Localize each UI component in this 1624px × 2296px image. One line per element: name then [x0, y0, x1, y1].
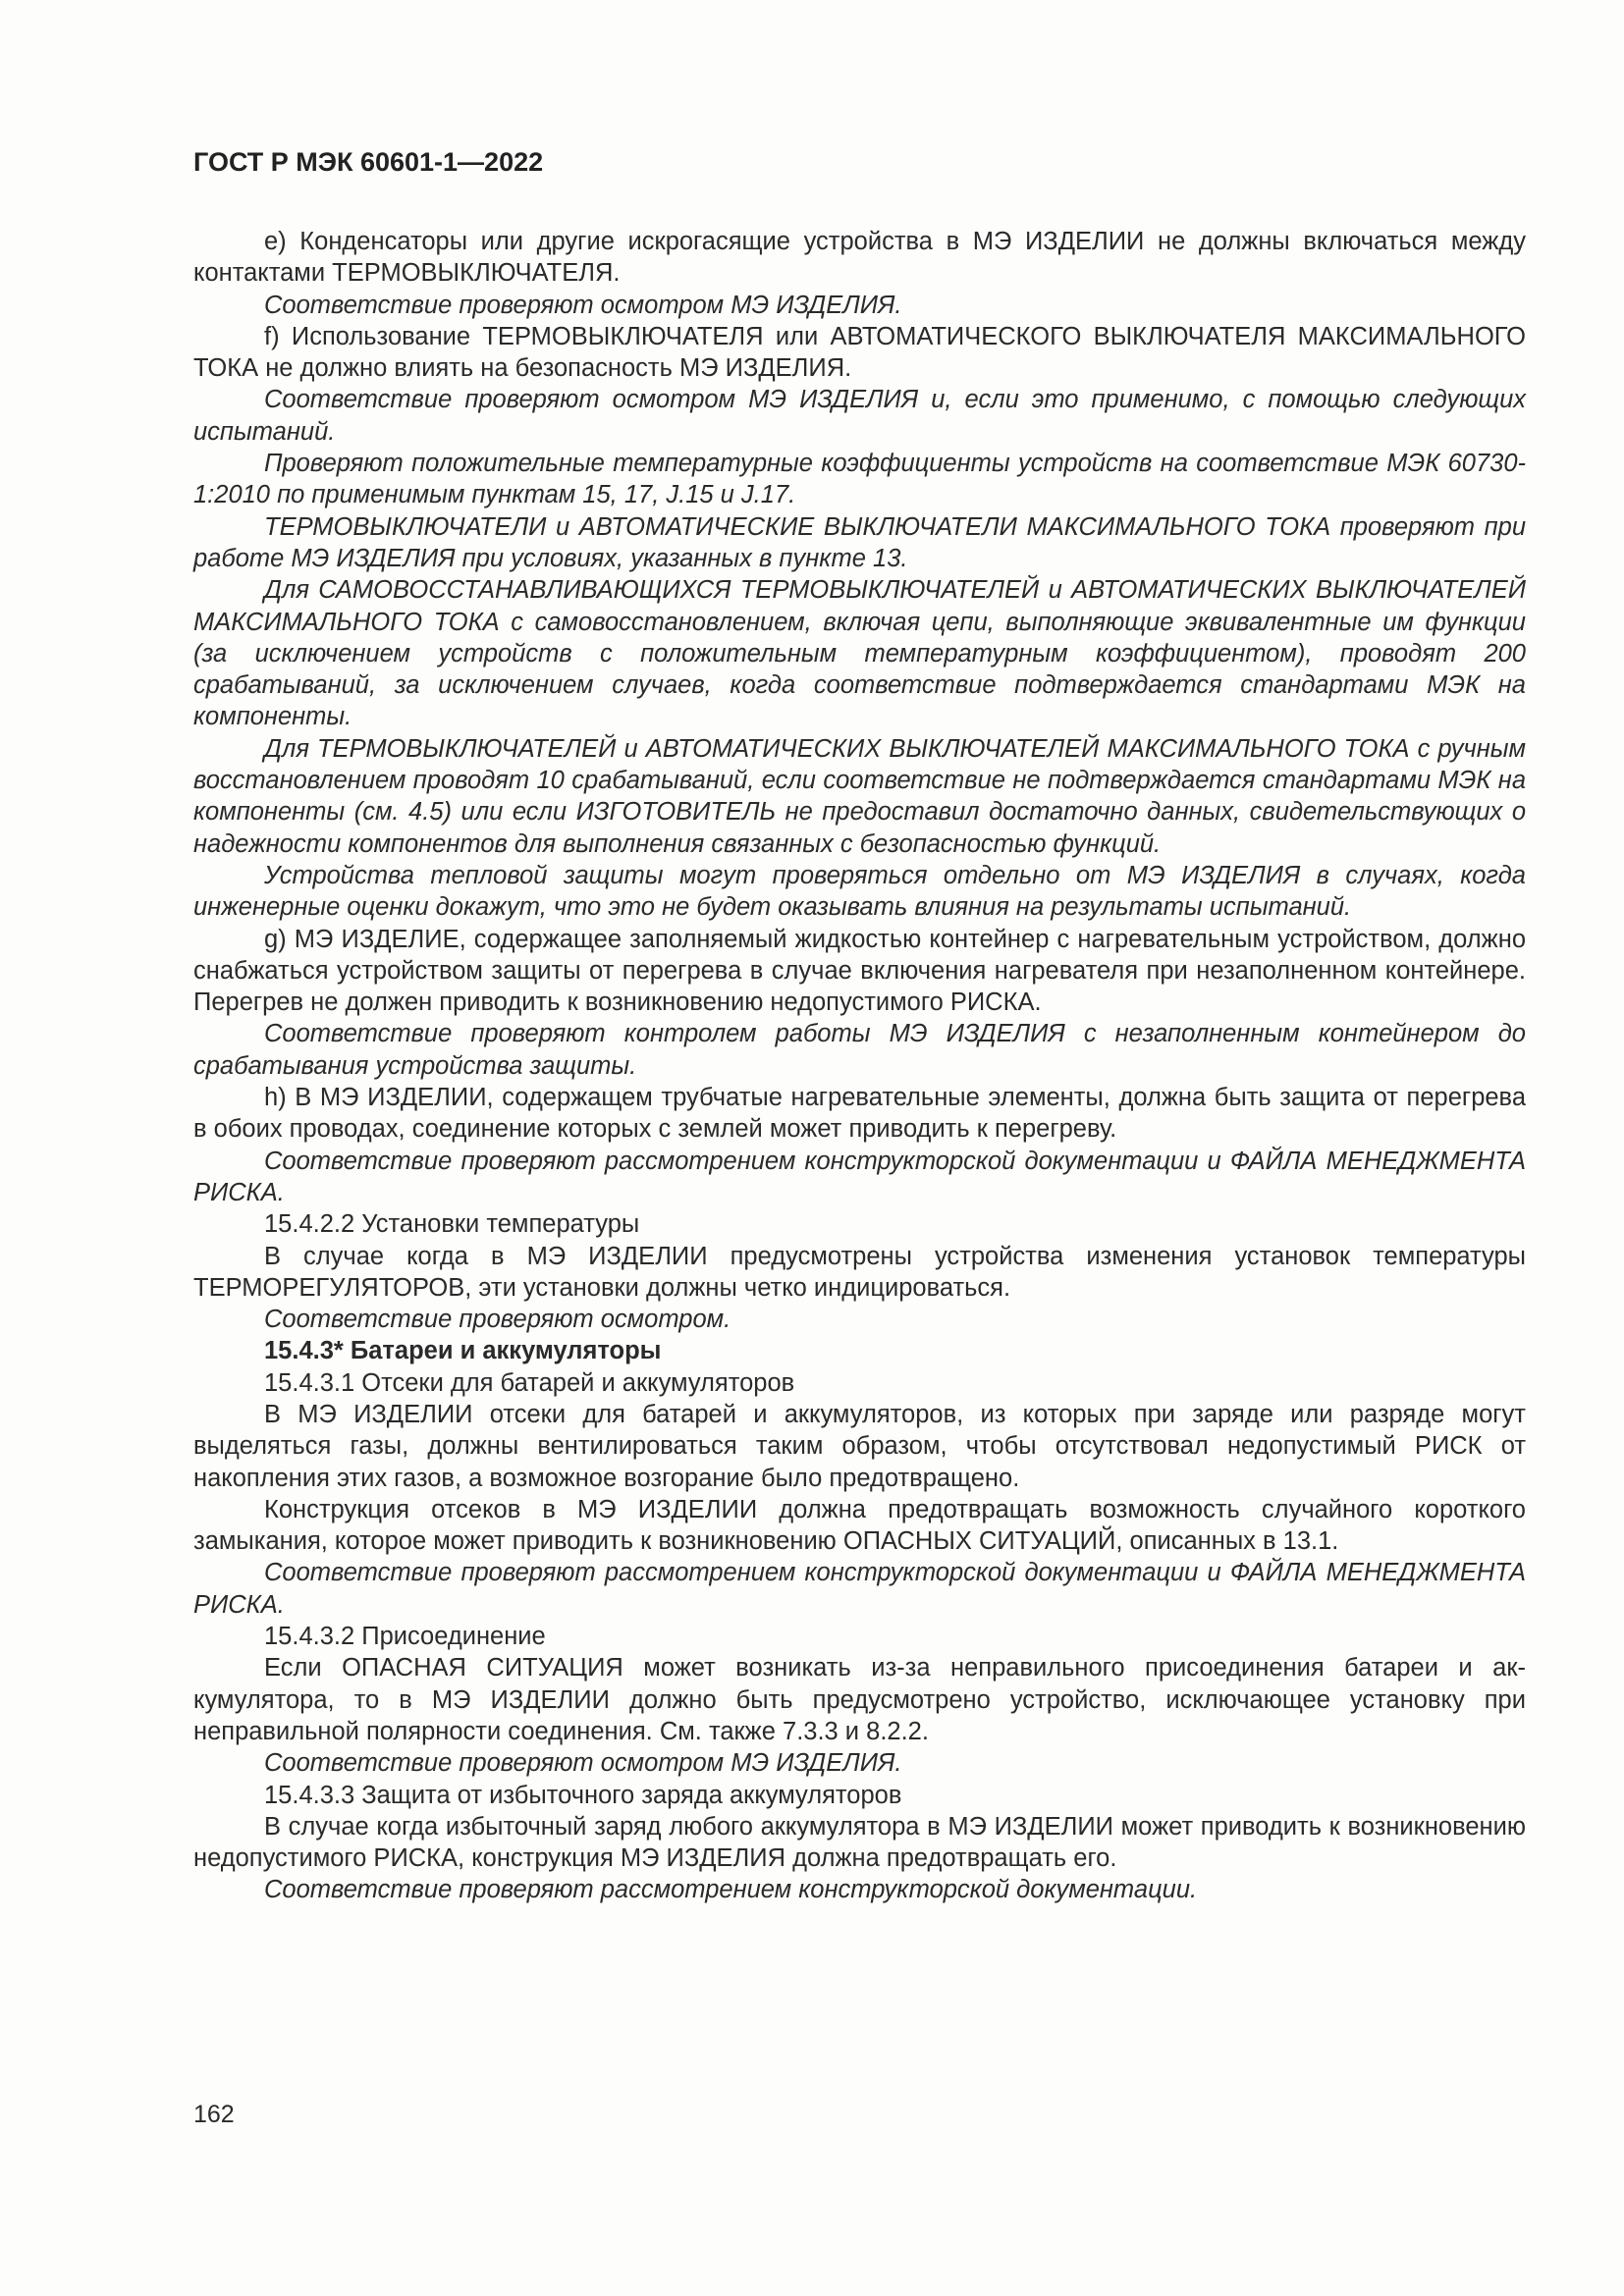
- paragraph: 15.4.3.3 Защита от избыточного заряда аккумуляторов: [264, 1781, 902, 1809]
- compliance-note: Соответствие проверяют осмотром МЭ ИЗДЕЛИЯ.: [264, 1749, 902, 1778]
- compliance-note: Соответствие проверяют рассмотрением конструкторской документации и ФАЙЛА МЕНЕДЖМЕНТА РИСКА.: [193, 1147, 1526, 1206]
- paragraph: В МЭ ИЗДЕЛИИ отсеки для батарей и аккумуляторов, из которых при заряде или разряде могут выделяться газы, должны вентилироваться таким образом, чтобы отсутствовал недопустимый РИСК от накопления этих газов, а возможное возгорание было предотвращено.: [193, 1400, 1526, 1492]
- page-number: 162: [193, 2101, 235, 2128]
- paragraph: h) В МЭ ИЗДЕЛИИ, содержащем трубчатые нагревательные элементы, должна быть защита от перегрева в обоих проводах, соединение которых с землей может приводить к перегреву.: [193, 1084, 1526, 1144]
- compliance-note: Проверяют положительные температурные коэффициенты устройств на соответствие МЭК 60730-1:2010 по применимым пунктам 15, 17, J.15 и J.17.: [193, 450, 1526, 509]
- compliance-note: Устройства тепловой защиты могут проверяться отдельно от МЭ ИЗДЕЛИЯ в случаях, когда инженерные оценки докажут, что это не будет оказывать влияния на результаты испытаний.: [193, 861, 1526, 922]
- compliance-note: Для САМОВОССТАНАВЛИВАЮЩИХСЯ ТЕРМОВЫКЛЮЧАТЕЛЕЙ и АВТОМАТИЧЕСКИХ ВЫКЛЮЧАТЕЛЕЙ МАКСИМАЛЬНОГО ТОКА с самовосстановлением, включая цепи, выполняющие эквивалентные им функции (за исключением устройств с положительным температурным коэффициентом), проводят 200 срабатываний, за исключением случаев, когда соответствие подтверждается стандартами МЭК на компоненты.: [193, 576, 1526, 731]
- compliance-note: Соответствие проверяют осмотром МЭ ИЗДЕЛИЯ и, если это применимо, с помощью следующих испытаний.: [193, 386, 1526, 446]
- section-heading: 15.4.3* Батареи и аккумуляторы: [264, 1337, 662, 1365]
- compliance-note: Соответствие проверяют рассмотрением конструкторской документации и ФАЙЛА МЕНЕДЖМЕНТА РИСКА.: [193, 1559, 1526, 1619]
- paragraph: e) Конденсаторы или другие искрогасящие устройства в МЭ ИЗДЕЛИИ не должны включаться между контактами ТЕРМОВЫКЛЮЧАТЕЛЯ.: [193, 228, 1526, 288]
- paragraph: 15.4.3.2 Присоединение: [264, 1623, 546, 1651]
- paragraph: 15.4.2.2 Установки температуры: [264, 1210, 640, 1239]
- compliance-note: Соответствие проверяют осмотром.: [264, 1306, 731, 1334]
- paragraph: Конструкция отсеков в МЭ ИЗДЕЛИИ должна предотвращать возможность случайного короткого замыкания, которое может приводить к возникновению ОПАСНЫХ СИТУАЦИЙ, описанных в 13.1.: [193, 1495, 1526, 1556]
- paragraph: f) Использование ТЕРМОВЫКЛЮЧАТЕЛЯ или АВТОМАТИЧЕСКОГО ВЫКЛЮЧАТЕЛЯ МАКСИМАЛЬНОГО ТОКА не должно влиять на безопасность МЭ ИЗДЕЛИЯ.: [193, 322, 1526, 383]
- compliance-note: Соответствие проверяют рассмотрением конструкторской документации.: [264, 1876, 1198, 1904]
- compliance-note: Соответствие проверяют контролем работы МЭ ИЗДЕЛИЯ с незаполненным контейнером до срабатывания устройства защиты.: [193, 1020, 1526, 1080]
- paragraph: 15.4.3.1 Отсеки для батарей и аккумуляторов: [264, 1368, 795, 1397]
- compliance-note: Соответствие проверяют осмотром МЭ ИЗДЕЛИЯ.: [264, 291, 902, 319]
- page-header: ГОСТ Р МЭК 60601-1—2022: [193, 147, 544, 177]
- paragraph: Если ОПАСНАЯ СИТУАЦИЯ может возникать из-за неправильного присоединения батареи и аккумулятора, то в МЭ ИЗДЕЛИИ должно быть предусмотрено устройство, исключающее установку при неправильной полярности соединения. См. также 7.3.3 и 8.2.2.: [193, 1654, 1526, 1745]
- compliance-note: Для ТЕРМОВЫКЛЮЧАТЕЛЕЙ и АВТОМАТИЧЕСКИХ ВЫКЛЮЧАТЕЛЕЙ МАКСИМАЛЬНОГО ТОКА с ручным восстановлением проводят 10 срабатываний, если соответствие не подтверждается стандартами МЭК на компоненты (см. 4.5) или если ИЗГОТОВИТЕЛЬ не предоставил достаточно данных, свидетельствующих о надежности компонентов для выполнения связанных с безопасностью функций.: [193, 734, 1526, 858]
- document-body: [193, 226, 1526, 1906]
- paragraph: В случае когда избыточный заряд любого аккумулятора в МЭ ИЗДЕЛИИ может приводить к возникновению недопустимого РИСКА, конструкция МЭ ИЗДЕЛИЯ должна предотвращать его.: [193, 1812, 1526, 1873]
- paragraph: В случае когда в МЭ ИЗДЕЛИИ предусмотрены устройства изменения установок температуры ТЕРМОРЕГУЛЯТОРОВ, эти установки должны четко индицироваться.: [193, 1242, 1526, 1302]
- paragraph: g) МЭ ИЗДЕЛИЕ, содержащее заполняемый жидкостью контейнер с нагревательным устройством, должно снабжаться устройством защиты от перегрева в случае включения нагревателя при незаполненном контейнере. Перегрев не должен приводить к возникновению недопустимого РИСКА.: [193, 925, 1526, 1017]
- compliance-note: ТЕРМОВЫКЛЮЧАТЕЛИ и АВТОМАТИЧЕСКИЕ ВЫКЛЮЧАТЕЛИ МАКСИМАЛЬНОГО ТОКА проверяют при работе МЭ ИЗДЕЛИЯ при условиях, указанных в пункте 13.: [193, 512, 1526, 572]
